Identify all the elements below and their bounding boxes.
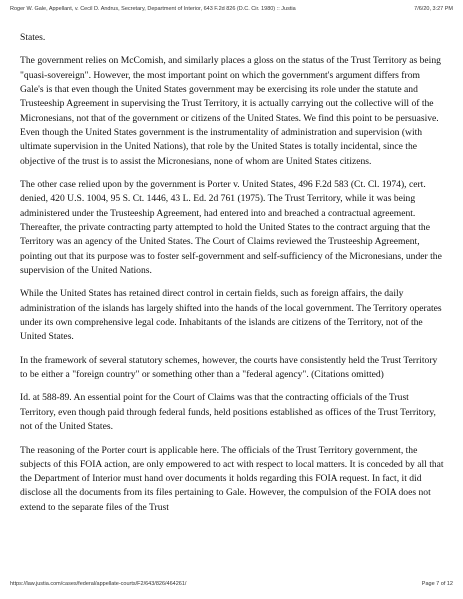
page-url: https://law.justia.com/cases/federal/appellate-courts/F2/643/826/464261/ [10, 581, 187, 587]
paragraph: The other case relied upon by the government is Porter v. United States, 496 F.2d 583 (Ct. Cl. 1974), cert. denied, 420 U.S. 1004, 95 S. Ct. 1446, 43 L. Ed. 2d 761 (1975). The Trust Territory, while it was being administered under the Trusteeship Agreement, had entered into and breached a contractual agreement. Thereafter, the private contracting party attempted to hold the United States to the contract arguing that the Territory was an agency of the United States. The Court of Claims reviewed the Trusteeship Agreement, pointing out that its purpose was to foster self-government and self-sufficiency of the Micronesians, under the supervision of the United Nations. [20, 179, 442, 276]
block-quote: In the framework of several statutory schemes, however, the courts have consistently held the Trust Territory to be either a "foreign country" or something other than a "federal agency". (Citations omitted) [20, 354, 438, 380]
paragraph: The government relies on McComish, and similarly places a gloss on the status of the Trust Territory as being "quasi-sovereign". However, the most important point on which the government's argument differs from Gale's is that even though the United States government may be exercising its role under the statute and Trusteeship Agreement in supervising the Trust Territory, it is actually carrying out the collective will of the Micronesians, not that of the government or citizens of the United States. We find this point to be persuasive. Even though the United States government is the instrumentality of administration and supervision (with ultimate supervision in the United Nations), that role by the United States is totally incidental, since the objective of the trust is to assist the Micronesians, none of whom are United States citizens. [20, 55, 441, 167]
paragraph: The reasoning of the Porter court is applicable here. The officials of the Trust Territory government, the subjects of this FOIA action, are only empowered to act with respect to local matters. It is conceded by all that the Department of Interior must hand over documents it holds regarding this FOIA request. In fact, it did disclose all the documents from its files pertaining to Gale. However, the compulsion of the FOIA does not extend to the separate files of the Trust [20, 444, 444, 513]
page-number: Page 7 of 12 [421, 581, 453, 587]
print-datetime: 7/6/20, 3:27 PM [414, 6, 453, 12]
paragraph: While the United States has retained direct control in certain fields, such as foreign affairs, the daily administration of the islands has largely shifted into the hands of the local government. The Territory operates under its own comprehensive legal code. Inhabitants of the islands are citizens of the Territory, not of the United States. [20, 288, 442, 343]
paragraph: States. [20, 32, 46, 43]
print-footer [10, 581, 453, 591]
print-header [10, 6, 453, 18]
opinion-text [20, 31, 444, 524]
paragraph: Id. at 588-89. An essential point for the Court of Claims was that the contracting officials of the Trust Territory, even though paid through federal funds, held positions established as offices of the Trust Territory, not of the United States. [20, 392, 436, 433]
page-title: Roger W. Gale, Appellant, v. Cecil D. Andrus, Secretary, Department of Interior, 643 F.2d 826 (D.C. Cir. 1980) :: Justia [10, 6, 296, 12]
